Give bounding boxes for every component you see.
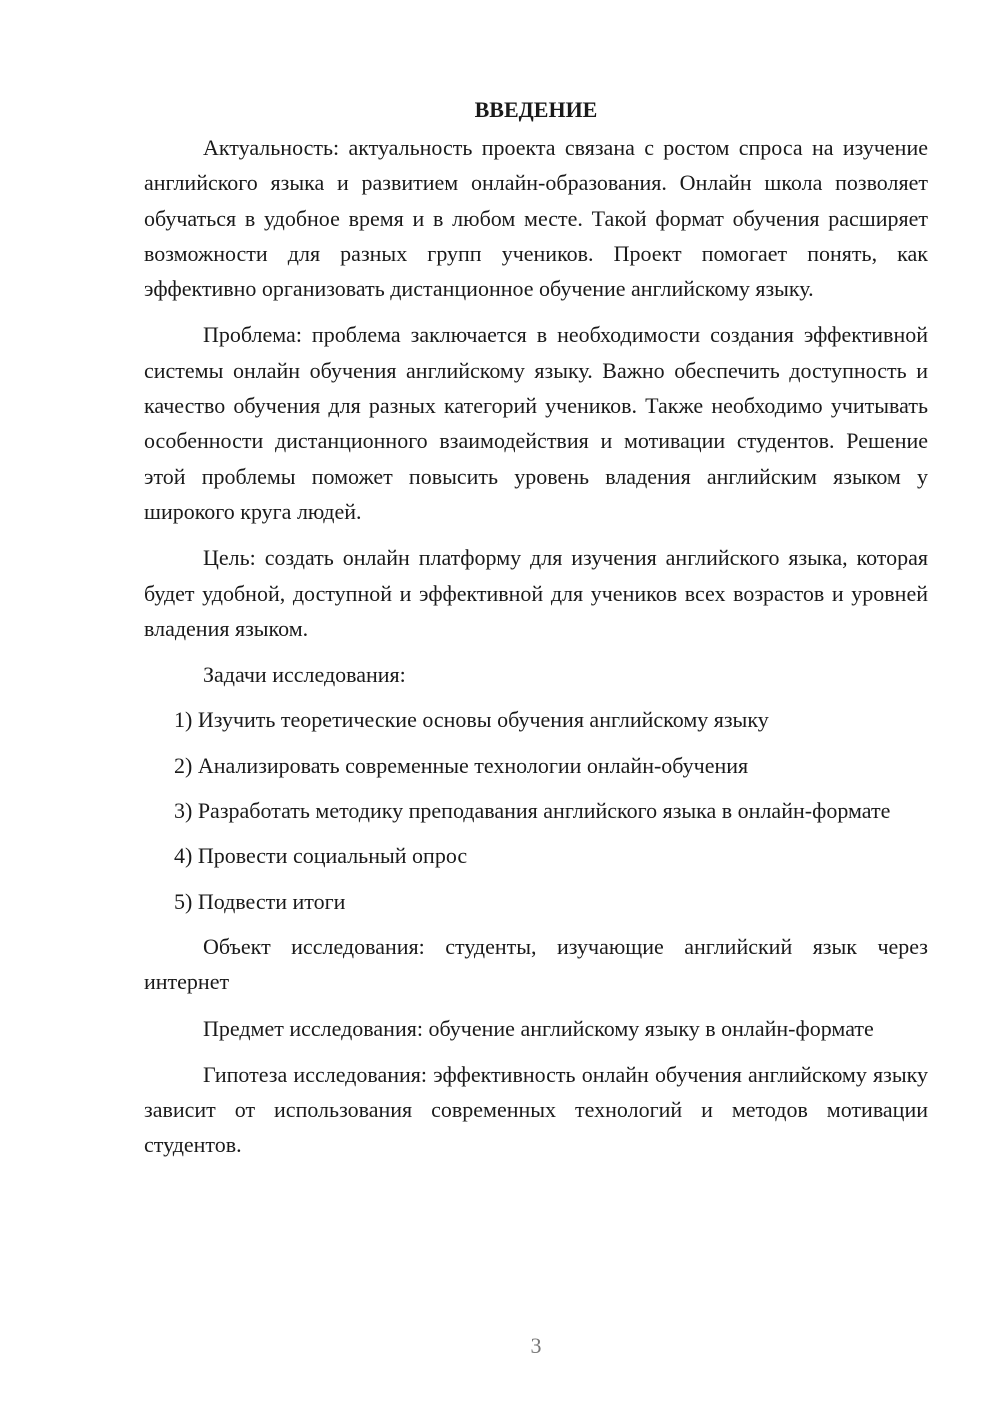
goal-paragraph: Цель: создать онлайн платформу для изучения английского языка, которая будет удобной, доступной и эффективной для учеников всех возрастов и уровней владения языком. <box>144 545 928 641</box>
page-number: 3 <box>530 1333 542 1358</box>
tasks-list <box>144 702 928 918</box>
hypothesis-paragraph: Гипотеза исследования: эффективность онлайн обучения английскому языку зависит от использования современных технологий и методов мотивации студентов. <box>144 1061 928 1158</box>
subject-paragraph: Предмет исследования: обучение английскому языку в онлайн-формате <box>203 1015 874 1041</box>
tasks-heading: Задачи исследования: <box>203 662 406 688</box>
problem-paragraph: Проблема: проблема заключается в необходимости создания эффективной системы онлайн обучения английскому языку. Важно обеспечить доступность и качество обучения для разных категорий учеников. Также необходимо учитывать особенности дистанционного взаимодействия и мотивации студентов. Решение этой проблемы поможет повысить уровень владения английским языком у широкого круга людей. <box>144 322 928 524</box>
list-item: 1) Изучить теоретические основы обучения английскому языку <box>174 707 769 733</box>
list-item: 3) Разработать методику преподавания английского языка в онлайн-формате <box>174 798 891 824</box>
relevance-paragraph: Актуальность: актуальность проекта связана с ростом спроса на изучение английского языка и развитием онлайн-образования. Онлайн школа позволяет обучаться в удобное время и в любом месте. Такой формат обучения расширяет возможности для разных групп учеников. Проект помогает понять, как эффективно организовать дистанционное обучение английскому языку. <box>144 135 928 302</box>
list-item: 5) Подвести итоги <box>174 888 346 914</box>
object-paragraph: Объект исследования: студенты, изучающие английский язык через интернет <box>144 933 928 995</box>
document-page <box>144 92 928 1163</box>
list-item: 4) Провести социальный опрос <box>174 843 468 869</box>
list-item: 2) Анализировать современные технологии онлайн-обучения <box>174 752 749 778</box>
section-title: ВВЕДЕНИЕ <box>474 97 598 122</box>
